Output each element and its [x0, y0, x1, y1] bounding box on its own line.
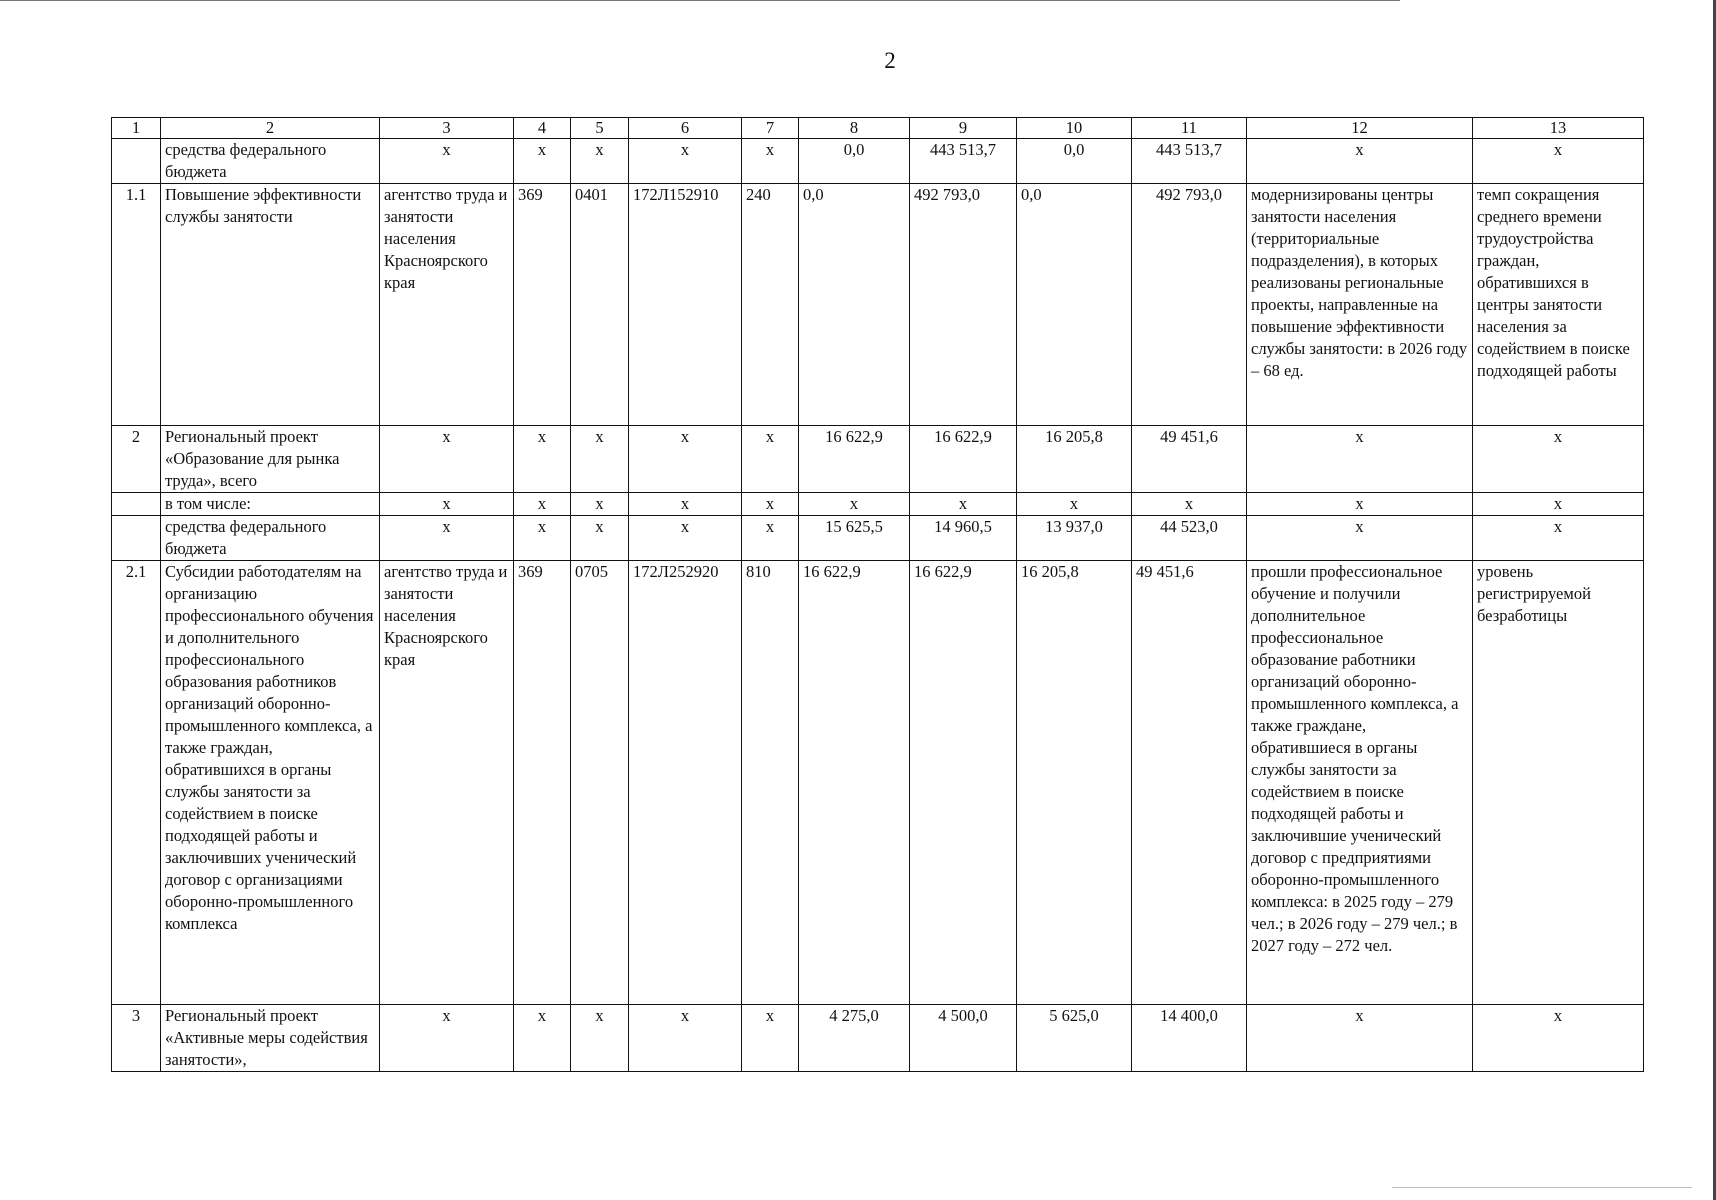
responsible-org: х — [380, 493, 514, 516]
page-number: 2 — [884, 48, 896, 73]
column-number: 11 — [1132, 118, 1247, 139]
column-number: 9 — [910, 118, 1017, 139]
code-vr: х — [742, 516, 799, 561]
budget-table-container — [111, 117, 1643, 1072]
code-rzpr: 0401 — [571, 184, 629, 426]
expected-result: прошли профессиональное обучение и получили дополнительное профессиональное образование работники организаций оборонно-промышленного комплекса, а также граждане, обратившиеся в органы службы занятости за содействием в поиске подходящей работы и заключившие ученический договор с предприятиями оборонно-промышленного комплекса: в 2025 году – 279 чел.; в 2026 году – 279 чел.; в 2027 году – 272 чел. — [1247, 561, 1473, 1005]
budget-table — [111, 117, 1644, 1072]
amount-total: 492 793,0 — [1132, 184, 1247, 426]
indicator: х — [1473, 493, 1644, 516]
code-csr: х — [629, 426, 742, 493]
row-name: средства федерального бюджета — [161, 139, 380, 184]
code-csr: х — [629, 493, 742, 516]
amount-year-1: 16 622,9 — [799, 561, 910, 1005]
table-row — [112, 426, 1644, 493]
column-number: 7 — [742, 118, 799, 139]
responsible-org: агентство труда и занятости населения Красноярского края — [380, 561, 514, 1005]
expected-result: х — [1247, 493, 1473, 516]
code-vr: х — [742, 139, 799, 184]
responsible-org: х — [380, 426, 514, 493]
scan-edge-bottom — [1392, 1187, 1692, 1188]
amount-year-3: х — [1017, 493, 1132, 516]
code-grbs: х — [514, 493, 571, 516]
amount-total: х — [1132, 493, 1247, 516]
row-number — [112, 516, 161, 561]
amount-year-2: 443 513,7 — [910, 139, 1017, 184]
column-number: 2 — [161, 118, 380, 139]
amount-year-1: 4 275,0 — [799, 1005, 910, 1072]
code-vr: х — [742, 426, 799, 493]
amount-year-3: 16 205,8 — [1017, 561, 1132, 1005]
row-number: 1.1 — [112, 184, 161, 426]
indicator: х — [1473, 516, 1644, 561]
code-csr: 172Л252920 — [629, 561, 742, 1005]
code-rzpr: х — [571, 1005, 629, 1072]
table-row — [112, 139, 1644, 184]
code-csr: х — [629, 139, 742, 184]
column-number: 8 — [799, 118, 910, 139]
code-rzpr: 0705 — [571, 561, 629, 1005]
code-grbs: 369 — [514, 184, 571, 426]
row-name: Повышение эффективности службы занятости — [161, 184, 380, 426]
amount-year-2: 16 622,9 — [910, 426, 1017, 493]
amount-total: 443 513,7 — [1132, 139, 1247, 184]
code-grbs: х — [514, 1005, 571, 1072]
code-rzpr: х — [571, 426, 629, 493]
code-rzpr: х — [571, 139, 629, 184]
amount-total: 14 400,0 — [1132, 1005, 1247, 1072]
expected-result: модернизированы центры занятости населения (территориальные подразделения), в которых реализованы региональные проекты, направленные на повышение эффективности службы занятости: в 2026 году – 68 ед. — [1247, 184, 1473, 426]
table-row — [112, 561, 1644, 1005]
column-number: 12 — [1247, 118, 1473, 139]
row-name: в том числе: — [161, 493, 380, 516]
code-vr: 810 — [742, 561, 799, 1005]
amount-year-1: 0,0 — [799, 184, 910, 426]
responsible-org: агентство труда и занятости населения Красноярского края — [380, 184, 514, 426]
amount-year-2: 492 793,0 — [910, 184, 1017, 426]
row-name: Субсидии работодателям на организацию профессионального обучения и дополнительного профессионального образования работников организаций оборонно-промышленного комплекса, а также граждан, обратившихся в органы службы занятости за содействием в поиске подходящей работы и заключивших ученический договор с организациями оборонно-промышленного комплекса — [161, 561, 380, 1005]
amount-year-2: 16 622,9 — [910, 561, 1017, 1005]
table-row — [112, 516, 1644, 561]
column-number: 1 — [112, 118, 161, 139]
amount-year-1: 16 622,9 — [799, 426, 910, 493]
indicator: х — [1473, 426, 1644, 493]
indicator: темп сокращения среднего времени трудоустройства граждан, обратившихся в центры занятости населения за содействием в поиске подходящей работы — [1473, 184, 1644, 426]
code-grbs: х — [514, 426, 571, 493]
amount-year-3: 0,0 — [1017, 139, 1132, 184]
amount-year-1: х — [799, 493, 910, 516]
amount-total: 49 451,6 — [1132, 426, 1247, 493]
expected-result: х — [1247, 426, 1473, 493]
amount-year-2: 14 960,5 — [910, 516, 1017, 561]
row-name: Региональный проект «Образование для рынка труда», всего — [161, 426, 380, 493]
code-rzpr: х — [571, 516, 629, 561]
amount-total: 49 451,6 — [1132, 561, 1247, 1005]
expected-result: х — [1247, 1005, 1473, 1072]
amount-year-3: 16 205,8 — [1017, 426, 1132, 493]
code-csr: х — [629, 1005, 742, 1072]
column-number: 10 — [1017, 118, 1132, 139]
responsible-org: х — [380, 139, 514, 184]
indicator: х — [1473, 1005, 1644, 1072]
column-number: 13 — [1473, 118, 1644, 139]
column-number: 4 — [514, 118, 571, 139]
amount-total: 44 523,0 — [1132, 516, 1247, 561]
row-number: 2.1 — [112, 561, 161, 1005]
row-number — [112, 139, 161, 184]
table-row — [112, 493, 1644, 516]
column-number: 6 — [629, 118, 742, 139]
amount-year-1: 15 625,5 — [799, 516, 910, 561]
code-csr: х — [629, 516, 742, 561]
row-number: 2 — [112, 426, 161, 493]
code-grbs: х — [514, 139, 571, 184]
column-number: 5 — [571, 118, 629, 139]
scan-edge-top — [0, 0, 1400, 1]
amount-year-1: 0,0 — [799, 139, 910, 184]
table-row — [112, 184, 1644, 426]
code-csr: 172Л152910 — [629, 184, 742, 426]
row-number — [112, 493, 161, 516]
code-grbs: 369 — [514, 561, 571, 1005]
column-number: 3 — [380, 118, 514, 139]
amount-year-3: 13 937,0 — [1017, 516, 1132, 561]
code-rzpr: х — [571, 493, 629, 516]
row-number: 3 — [112, 1005, 161, 1072]
responsible-org: х — [380, 516, 514, 561]
code-vr: х — [742, 493, 799, 516]
indicator: уровень регистрируемой безработицы — [1473, 561, 1644, 1005]
responsible-org: х — [380, 1005, 514, 1072]
expected-result: х — [1247, 139, 1473, 184]
amount-year-3: 5 625,0 — [1017, 1005, 1132, 1072]
expected-result: х — [1247, 516, 1473, 561]
column-number-row — [112, 118, 1644, 139]
indicator: х — [1473, 139, 1644, 184]
row-name: Региональный проект «Активные меры содействия занятости», — [161, 1005, 380, 1072]
code-vr: х — [742, 1005, 799, 1072]
code-grbs: х — [514, 516, 571, 561]
code-vr: 240 — [742, 184, 799, 426]
table-row — [112, 1005, 1644, 1072]
row-name: средства федерального бюджета — [161, 516, 380, 561]
amount-year-2: 4 500,0 — [910, 1005, 1017, 1072]
amount-year-3: 0,0 — [1017, 184, 1132, 426]
amount-year-2: х — [910, 493, 1017, 516]
